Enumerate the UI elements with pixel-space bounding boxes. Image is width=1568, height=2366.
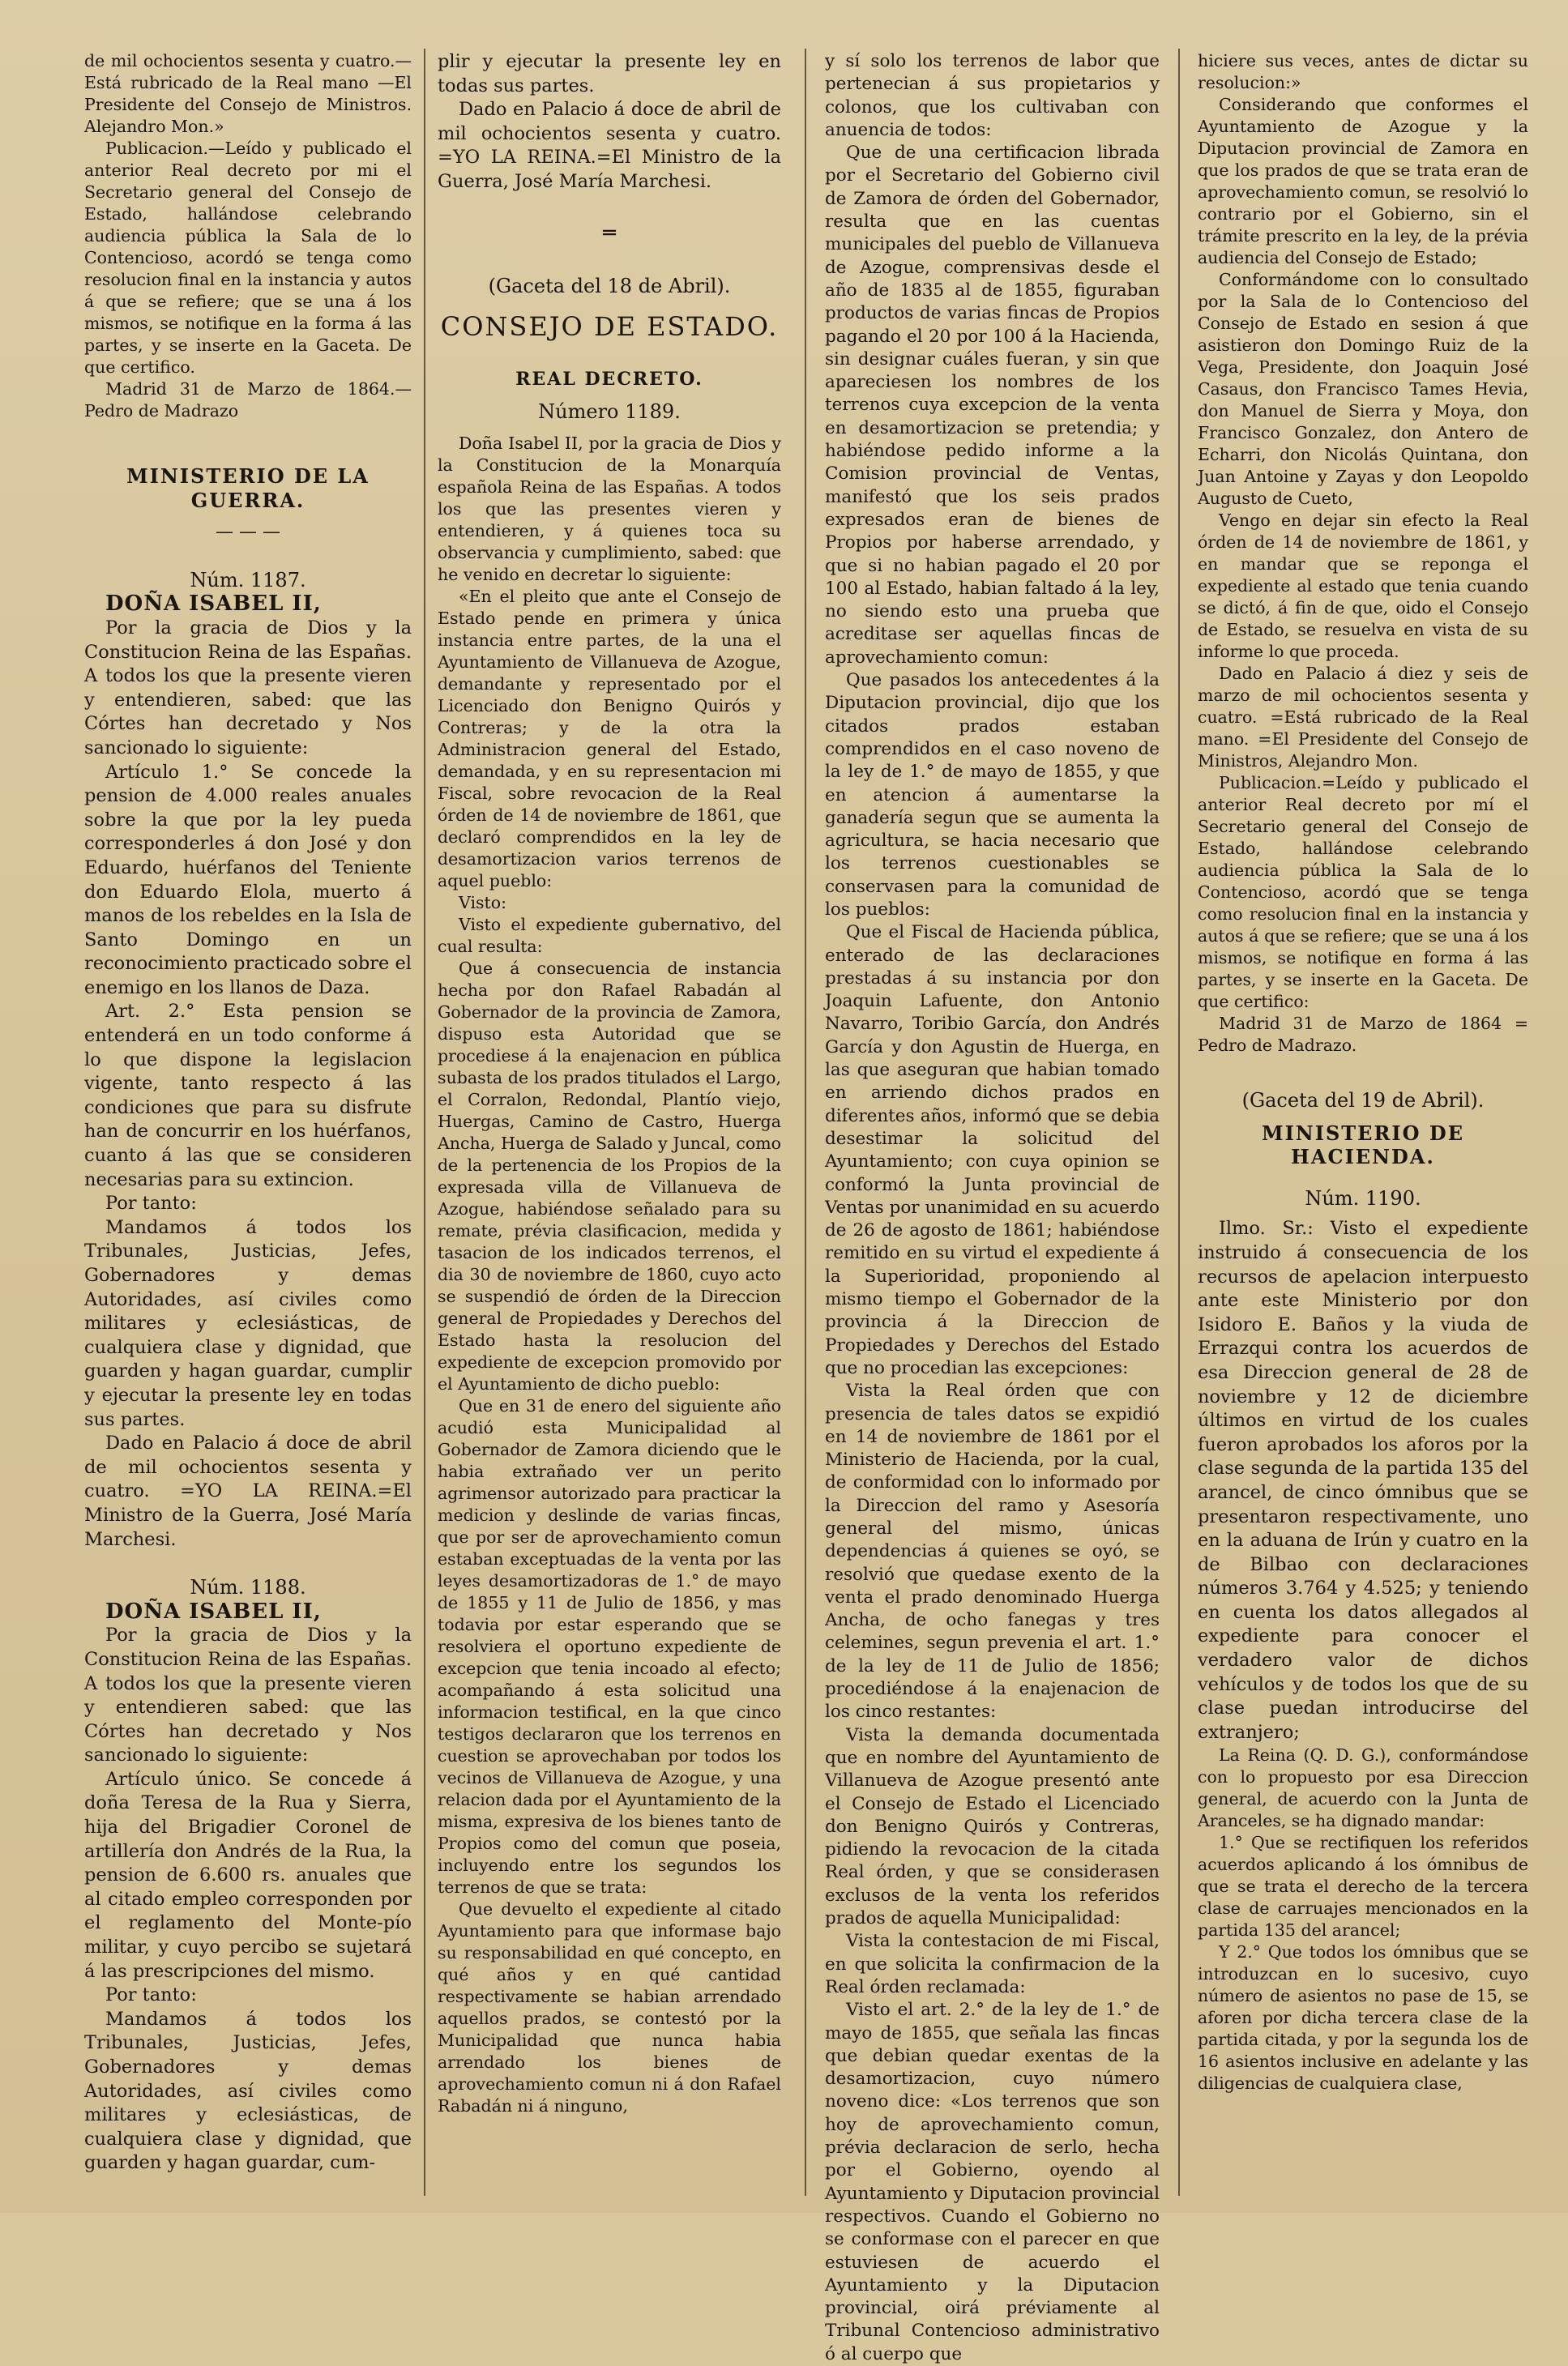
column-2 <box>438 50 781 2202</box>
paragraph: Visto el expediente gubernativo, del cual resulta: <box>438 914 781 956</box>
section-heading: MINISTERIO DE HACIENDA. <box>1262 1121 1464 1169</box>
paragraph: Madrid 31 de Marzo de 1864.— Pedro de Madrazo <box>84 379 412 421</box>
paragraph: Que el Fiscal de Hacienda pública, enterado de las declaraciones prestadas á su instancia por don Joaquin Lafuente, don Antonio Navarro, Toribio García, don Andrés García y don Agustin de Huerga, en las que aseguran que habian tomado en arriendo dichos prados en diferentes años, informó que se debia desestimar la solicitud del Ayuntamiento; con cuya opinion se conformó la Junta provincial de Ventas por unanimidad en su acuerdo de 26 de agosto de 1861; habiéndose remitido en su virtud el expediente á la Superioridad, proponiendo al mismo tiempo el Gobernador de la provincia á la Direccion de Propiedades y Derechos del Estado que no procedian las excepciones: <box>825 922 1160 1378</box>
column-rule <box>805 49 806 2196</box>
decree-number: Núm. 1188. <box>190 1576 306 1599</box>
divider: ═ <box>603 220 616 246</box>
section-heading: CONSEJO DE ESTADO. <box>440 310 779 342</box>
decree-number: Núm. 1190. <box>1305 1186 1421 1210</box>
decree-title: DOÑA ISABEL II, <box>105 592 322 617</box>
paragraph: Conformándome con lo consultado por la Sala de lo Contencioso del Consejo de Estado en sesion á que asistieron don Domingo Ruiz de la Vega, Presidente, don Joaquin José Casaus, don Francisco Tames Hevia, don Manuel de Sierra y Moya, don Francisco Gonzalez, don Antero de Echarri, don Nicolás Quintana, don Juan Antoine y Zayas y don Leopoldo Augusto de Cueto, <box>1198 270 1528 508</box>
gazette-date: (Gaceta del 18 de Abril). <box>488 275 731 298</box>
paragraph: Artículo único. Se concede á doña Teresa de la Rua y Sierra, hija del Brigadier Coronel de artillería don Andrés de la Rua, la pension de 6.600 rs. anuales que al citado empleo corresponden por el reglamento del Monte-pío militar, y cuyo percibo se sujetará á las prescripciones del mismo. <box>84 1768 412 1982</box>
decree-title: DOÑA ISABEL II, <box>105 1599 322 1624</box>
paragraph: Publicacion.=Leído y publicado el anterior Real decreto por mí el Secretario general del Consejo de Estado, hallándose celebrando audiencia pública la Sala de lo Contencioso, acordó que se tenga como resolucion final en la instancia y autos á que se refiere; que se una á los mismos, se notifique en forma á las partes, y se inserte en la Gaceta. De que certifico: <box>1198 773 1528 1011</box>
paragraph: La Reina (Q. D. G.), conformándose con lo propuesto por esa Direccion general, de acuerdo con la Junta de Aranceles, se ha dignado mandar: <box>1198 1745 1528 1831</box>
paragraph: Que devuelto el expediente al citado Ayuntamiento para que informase bajo su responsabilidad en qué concepto, en qué años y en qué cantidad respectivamente se habian arrendado aquellos prados, se contestó por la Municipalidad que nunca habia arrendado los bienes de aprovechamiento comun ni á don Rafael Rabadán ni á ninguno, <box>438 1898 781 2116</box>
paragraph: Vista la Real órden que con presencia de tales datos se expidió en 14 de noviembre de 1861 por el Ministerio de Hacienda, por la cual, de conformidad con lo informado por la Direccion del ramo y Asesoría general del mismo, únicas dependencias á quienes se oyó, se resolvió que quedase exento de la venta el prado denominado Huerga Ancha, de ocho fanegas y tres celemines, segun prevenia el art. 1.° de la ley de 11 de Julio de 1856; procediéndose á la enajenacion de los cinco restantes: <box>825 1381 1160 1723</box>
paragraph: Mandamos á todos los Tribunales, Justicias, Jefes, Gobernadores y demas Autoridades, así civiles como militares y eclesiásticas, de cualquiera clase y dignidad, que guarden y hagan guardar, cum- <box>84 2008 412 2174</box>
paragraph: Por la gracia de Dios y la Constitucion Reina de las Españas. A todos los que la presente vieren y entendieren, sabed: que las Córtes han decretado y Nos sancionado lo siguiente: <box>84 617 412 758</box>
paragraph: Vista la demanda documentada que en nombre del Ayuntamiento de Villanueva de Azogue presentó ante el Consejo de Estado el Licenciado don Benigno Quirós y Contreras, pidiendo la revocacion de la citada Real órden, y que se considerasen exclusos de la venta los referidos prados de aquella Municipalidad: <box>825 1724 1160 1929</box>
column-rule <box>424 49 425 2196</box>
paragraph: Publicacion.—Leído y publicado el anterior Real decreto por mi el Secretario general del Consejo de Estado, hallándose celebrando audiencia pública la Sala de lo Contencioso, acordó se tenga como resolucion final en la instancia y autos á que se refiere; que se una á los mismos, se notifique en la forma á las partes, y se inserte en la Gaceta. De que certifico. <box>84 139 412 377</box>
column-3 <box>825 50 1160 2364</box>
column-4 <box>1198 50 1528 2202</box>
paragraph: hiciere sus veces, antes de dictar su resolucion:» <box>1198 51 1528 92</box>
gazette-date: (Gaceta del 19 de Abril). <box>1241 1089 1485 1112</box>
paragraph: 1.° Que se rectifiquen los referidos acuerdos aplicando á los ómnibus de que se trata el derecho de la tercera clase de carruajes mencionados en la partida 135 del arancel; <box>1198 1833 1528 1941</box>
paragraph: Y 2.° Que todos los ómnibus que se introduzcan en lo sucesivo, cuyo número de asientos no pase de 15, se aforen por dicha tercera clase de la partida citada, y por la segunda los de 16 asientos inclusive en adelante y las diligencias de cualquiera clase, <box>1198 1942 1528 2094</box>
paragraph: y sí solo los terrenos de labor que pertenecian á sus propietarios y colonos, que los cultivaban con anuencia de todos: <box>825 51 1160 140</box>
paragraph: Que de una certificacion librada por el Secretario del Gobierno civil de Zamora de órden del Gobernador, resulta que en las cuentas municipales del pueblo de Villanueva de Azogue, comprensivas desde el año de 1835 al de 1855, figuraban productos de varias fincas de Propios pagando el 20 por 100 á la Hacienda, sin designar cuáles fueran, y sin que apareciesen los nombres de los terrenos cuya excepcion de la venta en desamortizacion se pretendia; y habiéndose pedido informe a la Comision provincial de Ventas, manifestó que los seis prados expresados eran de bienes de Propios por haberse arrendado, y que si no habian pagado el 20 por 100 al Estado, habian faltado á la ley, no siendo esto una prueba que acreditase ser aquellas fincas de aprovechamiento comun: <box>825 143 1160 668</box>
paragraph: Dado en Palacio á doce de abril de mil ochocientos sesenta y cuatro. =YO LA REINA.=El Ministro de la Guerra, José María Marchesi. <box>438 99 781 192</box>
paragraph: Vengo en dejar sin efecto la Real órden de 14 de noviembre de 1861, y en mandar que se reponga el expediente al estado que tenia cuando se dictó, á fin de que, oido el Consejo de Estado, se resuelva en vista de su informe lo que proceda. <box>1198 510 1528 661</box>
decree-number: Número 1189. <box>538 399 681 423</box>
paragraph: Considerando que conformes el Ayuntamiento de Azogue y la Diputacion provincial de Zamora en que los prados de que se trata eran de aprovechamiento comun, se resolvió lo contrario por el Gobierno, sin el trámite prescrito en la ley, de la prévia audiencia del Consejo de Estado; <box>1198 95 1528 267</box>
divider: — — — <box>216 522 280 543</box>
subheading: REAL DECRETO. <box>515 369 703 391</box>
decree-number: Núm. 1187. <box>190 568 306 592</box>
paragraph: Dado en Palacio á diez y seis de marzo de mil ochocientos sesenta y cuatro. =Está rubricado de la Real mano. =El Presidente del Consejo de Ministros, Alejandro Mon. <box>1198 664 1528 771</box>
paragraph: Que á consecuencia de instancia hecha por don Rafael Rabadán al Gobernador de la provincia de Zamora, dispuso esta Autoridad que se procediese á la enajenacion en pública subasta de los prados titulados el Largo, el Corralon, Redondal, Plantío viejo, Huergas, Camino de Castro, Huerga Ancha, Huerga de Salado y Juncal, como de la pertenencia de los Propios de la expresada villa de Villanueva de Azogue, habiéndose señalado para su remate, prévia clasificacion, medida y tasacion de los indicados terrenos, el dia 30 de noviembre de 1860, cuyo acto se suspendió de órden de la Direccion general de Propiedades y Derechos del Estado hasta la resolucion del expediente de excepcion promovido por el Ayuntamiento de dicho pueblo: <box>438 958 781 1394</box>
paragraph: Por tanto: <box>105 1193 197 1215</box>
paragraph: «En el pleito que ante el Consejo de Estado pende en primera y única instancia entre partes, de la una el Ayuntamiento de Villanueva de Azogue, demandante y representado por el Licenciado don Benigno Quirós y Contreras; y de la otra la Administracion general del Estado, demandada, y en su representacion mi Fiscal, sobre revocacion de la Real órden de 14 de noviembre de 1861, que declaró comprendidos en la ley de desamortizacion varios terrenos de aquel pueblo: <box>438 586 781 890</box>
paragraph: Por tanto: <box>105 1984 197 2006</box>
paragraph: Visto el art. 2.° de la ley de 1.° de mayo de 1855, que señala las fincas que debian quedar exentas de la desamortizacion, cuyo número noveno dice: «Los terrenos que son hoy de aprovechamiento comun, prévia declaracion de serlo, hecha por el Gobierno, oyendo al Ayuntamiento y Diputacion provincial respectivos. Cuando el Gobierno no se conformase con el parecer en que estuviesen de acuerdo el Ayuntamiento y la Diputacion provincial, oirá préviamente al Tribunal Contencioso administrativo ó al cuerpo que <box>825 2000 1160 2364</box>
paragraph: Dado en Palacio á doce de abril de mil ochocientos sesenta y cuatro. =YO LA REINA.=El Ministro de la Guerra, José María Marchesi. <box>84 1433 412 1550</box>
paragraph: plir y ejecutar la presente ley en todas sus partes. <box>438 51 781 96</box>
paragraph: Que en 31 de enero del siguiente año acudió esta Municipalidad al Gobernador de Zamora diciendo que le habia extrañado ver un perito agrimensor autorizado para practicar la medicion y deslinde de varias fincas, que por ser de aprovechamiento comun estaban exceptuadas de la venta por las leyes desamortizadoras de 1.° de mayo de 1855 y 11 de Julio de 1856, y mas todavia por estar esperando que se resolviera el oportuno expediente de excepcion que tenia incoado al efecto; acompañando á esta solicitud una informacion testifical, en la que cinco testigos declararon que los terrenos en cuestion se aprovechaban por todos los vecinos de Villanueva de Azogue, y una relacion dada por el Ayuntamiento de la misma, expresiva de los bienes tanto de Propios como del comun que poseia, incluyendo entre los segundos los terrenos de que se trata: <box>438 1395 781 1897</box>
paragraph: Visto: <box>459 892 507 912</box>
paragraph: Art. 2.° Esta pension se entenderá en un todo conforme á lo que dispone la legislacion vigente, tanto respecto á las condiciones que para su disfrute han de concurrir en los huérfanos, cuanto á las que se consideren necesarias para su extincion. <box>84 1001 412 1190</box>
paragraph: Que pasados los antecedentes á la Diputacion provincial, dijo que los citados prados estaban comprendidos en el caso noveno de la ley de 1.° de mayo de 1855, y que en atencion á aumentarse la ganadería segun que se aumenta la agricultura, se hacia necesario que los terrenos cuestionables se conservasen para la comunidad de los pueblos: <box>825 670 1160 920</box>
paragraph: Doña Isabel II, por la gracia de Dios y la Constitucion de la Monarquía española Reina de las Españas. A todos los que las presentes vieren y entendieren, y á quienes toca su observancia y cumplimiento, sabed: que he venido en decretar lo siguiente: <box>438 433 781 584</box>
paragraph: de mil ochocientos sesenta y cuatro.— Está rubricado de la Real mano —El Presidente del Consejo de Ministros. Alejandro Mon.» <box>84 51 412 136</box>
column-rule <box>1178 49 1180 2196</box>
paragraph: Ilmo. Sr.: Visto el expediente instruido á consecuencia de los recursos de apelacion interpuesto ante este Ministerio por don Isidoro E. Baños y la viuda de Errazqui contra los acuerdos de esa Direccion general de 28 de noviembre y 12 de diciembre últimos en virtud de los cuales fueron aprobados los aforos por la clase segunda de la partida 135 del arancel, de cinco ómnibus que se presentaron respectivamente, uno en la aduana de Irún y cuatro en la de Bilbao con declaraciones números 3.764 y 4.525; y teniendo en cuenta los datos allegados al expediente para conocer el verdadero valor de dichos vehículos y de todos los que de su clase puedan introducirse del extranjero; <box>1198 1218 1528 1743</box>
paragraph: Vista la contestacion de mi Fiscal, en que solicita la confirmacion de la Real órden reclamada: <box>825 1931 1160 1997</box>
paragraph: Madrid 31 de Marzo de 1864 = Pedro de Madrazo. <box>1198 1014 1528 1055</box>
paragraph: Por la gracia de Dios y la Constitucion Reina de las Españas. A todos los que la presente vieren y entendieren sabed: que las Córtes han decretado y Nos sancionado lo siguiente: <box>84 1625 412 1766</box>
section-heading: MINISTERIO DE LA GUERRA. <box>126 464 370 512</box>
paragraph: Mandamos á todos los Tribunales, Justicias, Jefes, Gobernadores y demas Autoridades, así civiles como militares y eclesiásticas, de cualquiera clase y dignidad, que guarden y hagan guardar, cumplir y ejecutar la presente ley en todas sus partes. <box>84 1216 412 1430</box>
paragraph: Artículo 1.° Se concede la pension de 4.000 reales anuales sobre la que por la ley pueda corresponderles á don José y don Eduardo, huérfanos del Teniente don Eduardo Elola, muerto á manos de los rebeldes en la Isla de Santo Domingo en un reconocimiento practicado sobre el enemigo en los llanos de Daza. <box>84 761 412 998</box>
column-1 <box>84 50 412 2202</box>
